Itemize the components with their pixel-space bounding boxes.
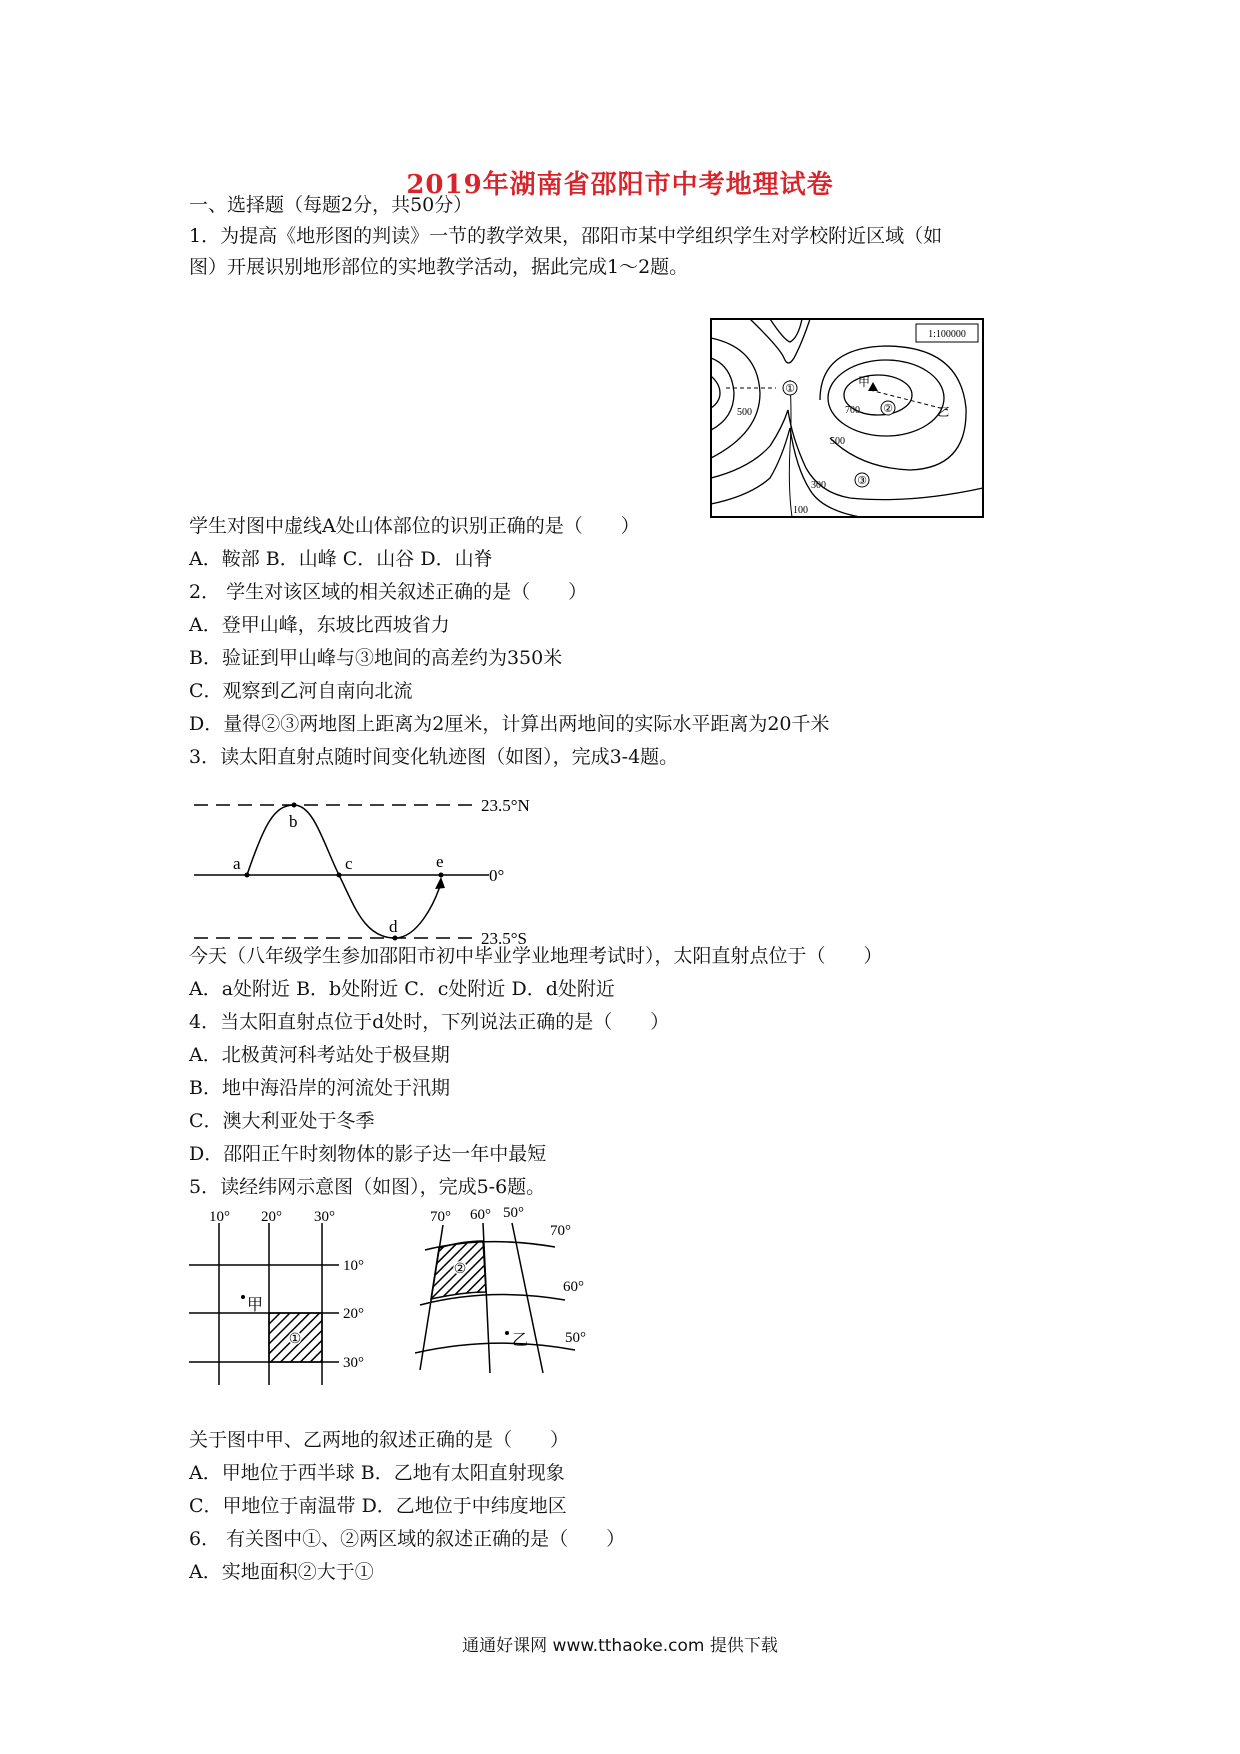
q6-stem: 6． 有关图中①、②两区域的叙述正确的是（ ） — [189, 1528, 626, 1550]
svg-text:d: d — [389, 917, 398, 936]
q2-option-b: B．验证到甲山峰与③地间的高差约为350米 — [189, 647, 563, 669]
q4-option-a: A．北极黄河科考站处于极昼期 — [189, 1044, 450, 1066]
svg-text:500: 500 — [737, 407, 752, 418]
point-b — [292, 803, 297, 808]
q5-options-cd: C．甲地位于南温带 D．乙地位于中纬度地区 — [189, 1495, 567, 1517]
q3-intro: 3．读太阳直射点随时间变化轨迹图（如图），完成3-4题。 — [189, 746, 679, 768]
map-scale: 1:100000 — [928, 329, 966, 340]
section-heading: 一、选择题（每题2分，共50分） — [189, 194, 473, 216]
label-equator: 0° — [489, 866, 505, 885]
grid-figure-right — [415, 1205, 615, 1390]
point-e — [439, 873, 444, 878]
svg-text:c: c — [345, 854, 353, 873]
svg-text:b: b — [289, 812, 298, 831]
svg-text:50°: 50° — [503, 1205, 524, 1221]
svg-text:60°: 60° — [563, 1279, 584, 1295]
svg-text:①: ① — [288, 1332, 302, 1347]
svg-text:60°: 60° — [470, 1207, 491, 1223]
river-label: 乙 — [937, 405, 950, 419]
point-d — [393, 936, 398, 941]
svg-text:30°: 30° — [314, 1209, 335, 1225]
place-jia-dot — [241, 1295, 245, 1299]
q5-options-ab: A．甲地位于西半球 B．乙地有太阳直射现象 — [189, 1462, 565, 1484]
svg-text:20°: 20° — [261, 1209, 282, 1225]
q5-intro: 5．读经纬网示意图（如图），完成5-6题。 — [189, 1176, 546, 1198]
place-yi-dot — [505, 1331, 509, 1335]
svg-text:10°: 10° — [343, 1258, 364, 1274]
grid-figure-left — [189, 1205, 389, 1390]
page-title: 2019年湖南省邵阳市中考地理试卷 — [406, 170, 834, 200]
q1-intro-line2: 图）开展识别地形部位的实地教学活动，据此完成1～2题。 — [189, 256, 689, 278]
q1-stem: 学生对图中虚线A处山体部位的识别正确的是（ ） — [189, 515, 640, 537]
sun-path-figure — [189, 785, 569, 945]
svg-text:70°: 70° — [550, 1223, 571, 1239]
q4-option-d: D．邵阳正午时刻物体的影子达一年中最短 — [189, 1143, 547, 1165]
svg-text:a: a — [233, 854, 241, 873]
q4-option-c: C．澳大利亚处于冬季 — [189, 1110, 375, 1132]
svg-text:20°: 20° — [343, 1306, 364, 1322]
svg-text:30°: 30° — [343, 1355, 364, 1371]
svg-text:50°: 50° — [565, 1330, 586, 1346]
svg-text:②: ② — [453, 1262, 467, 1277]
label-23-5n: 23.5°N — [481, 796, 530, 815]
svg-text:10°: 10° — [209, 1209, 230, 1225]
place-jia-label: 甲 — [247, 1297, 264, 1314]
footer-credit: 通通好课网 www.tthaoke.com 提供下载 — [462, 1636, 778, 1656]
place-yi-label: 乙 — [512, 1332, 529, 1349]
q2-option-d: D．量得②③两地图上距离为2厘米，计算出两地间的实际水平距离为20千米 — [189, 713, 830, 735]
q5-stem: 关于图中甲、乙两地的叙述正确的是（ ） — [189, 1429, 570, 1451]
svg-text:③: ③ — [857, 475, 867, 487]
point-a — [245, 873, 250, 878]
svg-text:70°: 70° — [430, 1209, 451, 1225]
q1-intro-line1: 1．为提高《地形图的判读》一节的教学效果，邵阳市某中学组织学生对学校附近区域（如 — [189, 225, 943, 247]
peak-label: 甲 — [858, 375, 871, 389]
point-c — [337, 873, 342, 878]
svg-text:500: 500 — [830, 436, 845, 447]
q3-stem: 今天（八年级学生参加邵阳市初中毕业学业地理考试时），太阳直射点位于（ ） — [189, 945, 883, 967]
svg-text:②: ② — [883, 403, 893, 415]
q2-option-c: C．观察到乙河自南向北流 — [189, 680, 413, 702]
q1-options: A．鞍部 B．山峰 C．山谷 D．山脊 — [189, 548, 493, 570]
path-arrowhead — [435, 877, 445, 889]
contour-map-figure — [710, 318, 984, 518]
svg-text:700: 700 — [845, 405, 860, 416]
q2-stem: 2． 学生对该区域的相关叙述正确的是（ ） — [189, 581, 588, 603]
svg-text:①: ① — [785, 383, 795, 395]
sun-path-curve — [247, 805, 441, 938]
svg-text:300: 300 — [811, 480, 826, 491]
q4-option-b: B．地中海沿岸的河流处于汛期 — [189, 1077, 450, 1099]
label-23-5s: 23.5°S — [481, 929, 528, 945]
q4-stem: 4．当太阳直射点位于d处时，下列说法正确的是（ ） — [189, 1011, 670, 1033]
q2-option-a: A．登甲山峰，东坡比西坡省力 — [189, 614, 450, 636]
svg-text:100: 100 — [793, 505, 808, 516]
svg-text:e: e — [436, 852, 444, 871]
q3-options: A．a处附近 B．b处附近 C．c处附近 D．d处附近 — [189, 978, 615, 1000]
q6-option-a: A．实地面积②大于① — [189, 1561, 374, 1583]
